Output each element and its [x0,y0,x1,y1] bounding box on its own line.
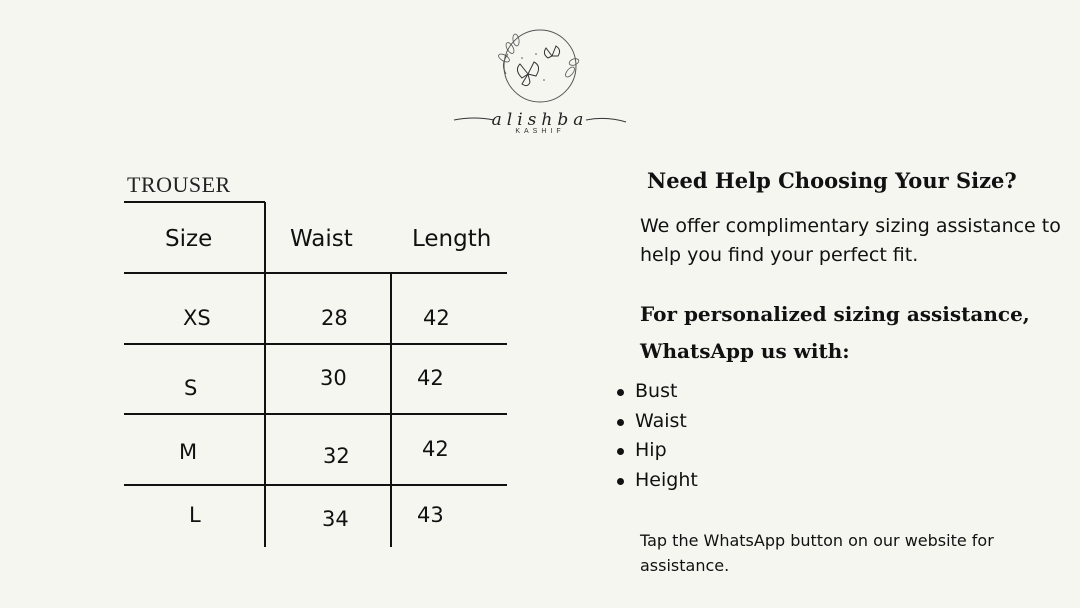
row-xs-size: XS [183,306,211,330]
whatsapp-note: Tap the WhatsApp button on our website for assistance. [640,531,994,575]
col-header-length: Length [412,226,492,252]
size-chart-title: TROUSER [127,172,231,197]
row-s-size: S [184,376,198,400]
row-xs-waist: 28 [321,306,348,330]
row-l-size: L [189,503,201,527]
col-header-waist: Waist [290,226,353,252]
measurement-list [615,377,698,495]
row-s-waist: 30 [320,366,347,390]
list-item-waist: Waist [615,407,698,437]
brand-name: alishba [491,110,589,130]
contact-heading: For personalized sizing assistance, WhatsApp us with: [640,302,1030,363]
row-l-length: 43 [417,503,444,527]
row-s-length: 42 [417,366,444,390]
help-heading: Need Help Choosing Your Size? [647,168,1017,193]
brand-subname: KASHIF [515,128,565,135]
row-m-length: 42 [422,437,449,461]
col-header-size: Size [165,226,213,252]
row-xs-length: 42 [423,306,450,330]
list-item-height: Height [615,466,698,496]
list-item-bust: Bust [615,377,698,407]
row-m-waist: 32 [323,444,350,468]
row-m-size: M [179,440,198,464]
list-item-hip: Hip [615,436,698,466]
help-description: We offer complimentary sizing assistance to help you find your perfect fit. [640,215,1061,266]
row-l-waist: 34 [322,507,349,531]
